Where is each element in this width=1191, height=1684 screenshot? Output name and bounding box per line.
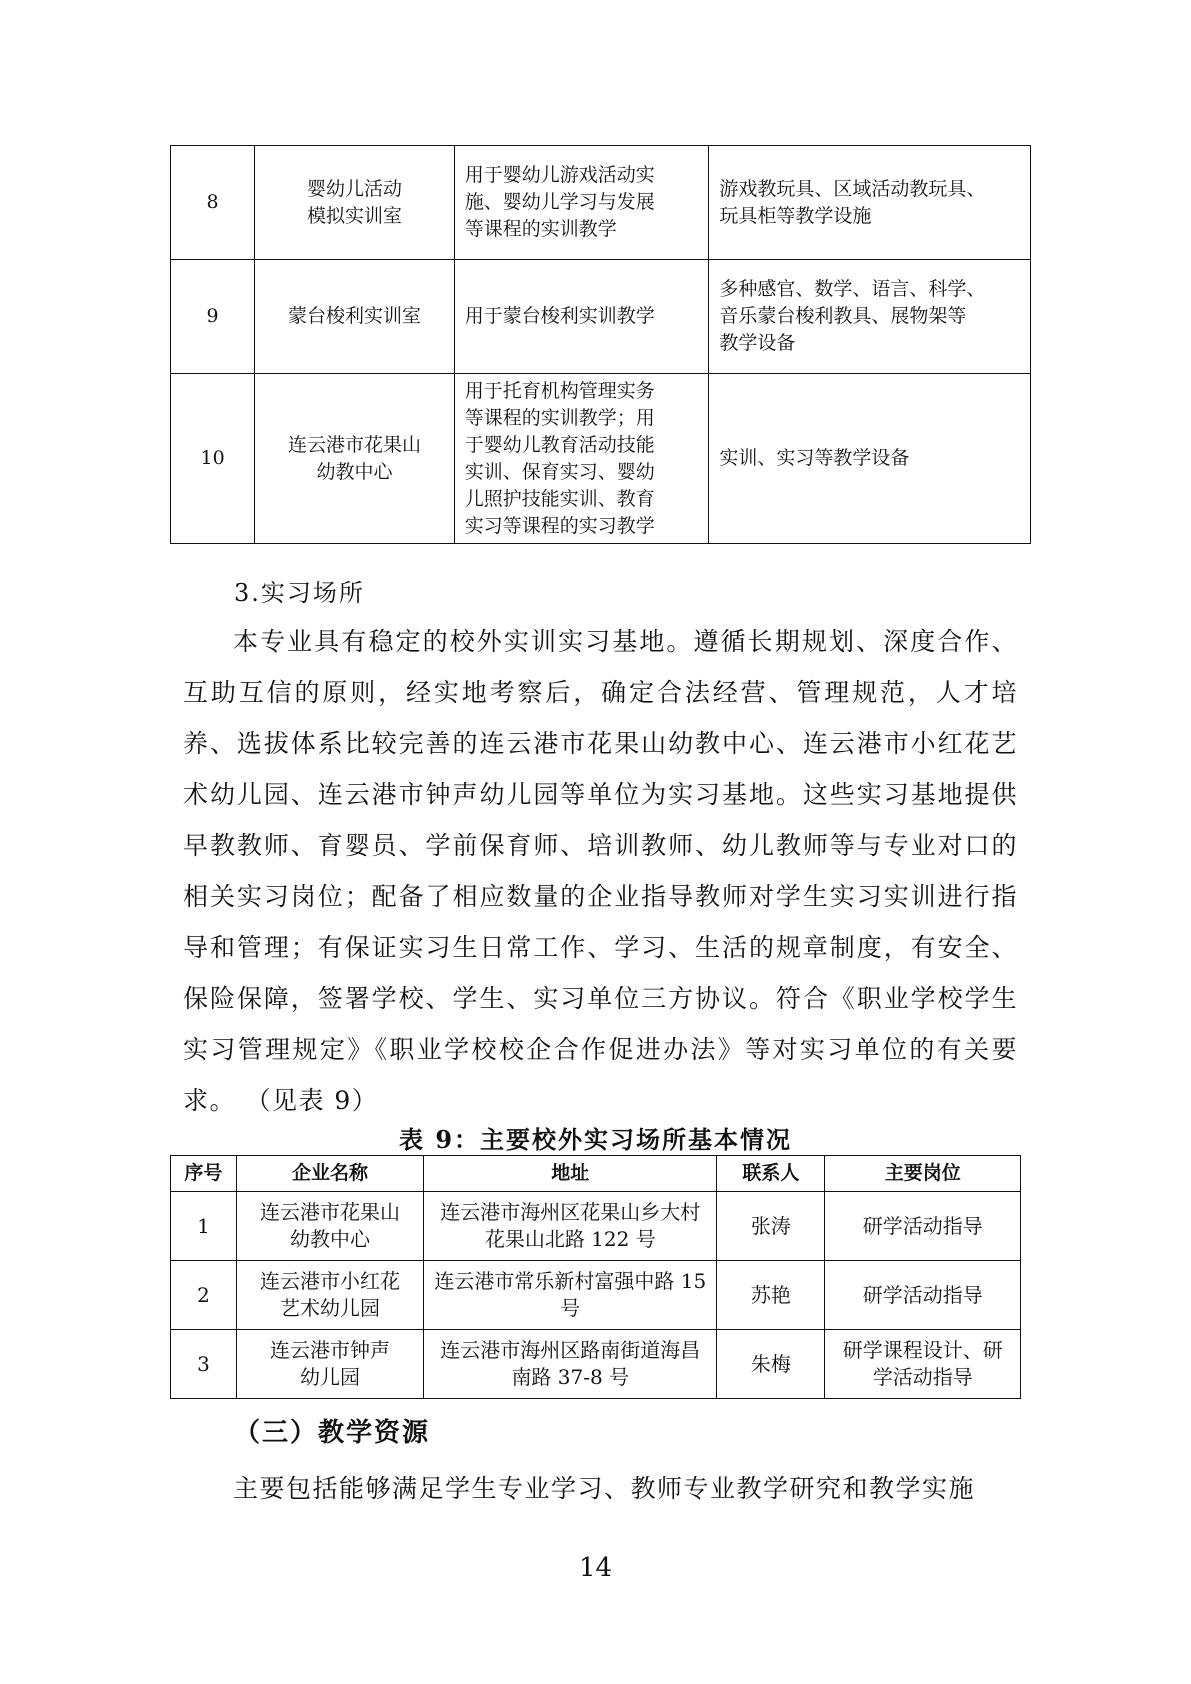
- main-post: 研学活动指导: [825, 1261, 1021, 1330]
- room-use: 用于婴幼儿游戏活动实 施、婴幼儿学习与发展 等课程的实训教学: [454, 146, 709, 260]
- table-row: [171, 374, 1031, 544]
- column-header: 序号: [171, 1156, 237, 1192]
- main-post: 研学课程设计、研 学活动指导: [825, 1330, 1021, 1399]
- column-header: 地址: [424, 1156, 717, 1192]
- row-number: 9: [171, 260, 255, 374]
- training-room-table: [170, 145, 1031, 544]
- row-number: 1: [171, 1192, 237, 1261]
- address: 连云港市海州区路南街道海昌 南路 37-8 号: [424, 1330, 717, 1399]
- column-header: 主要岗位: [825, 1156, 1021, 1192]
- column-header: 企业名称: [236, 1156, 423, 1192]
- body-paragraph: 本专业具有稳定的校外实训实习基地。遵循长期规划、深度合作、互助互信的原则，经实地考察后，确定合法经营、管理规范，人才培养、选拔体系比较完善的连云港市花果山幼教中心、连云港市小红花艺术幼儿园、连云港市钟声幼儿园等单位为实习基地。这些实习基地提供早教教师、育婴员、学前保育师、培训教师、幼儿教师等与专业对口的相关实习岗位；配备了相应数量的企业指导教师对学生实习实训进行指导和管理；有保证实习生日常工作、学习、生活的规章制度，有安全、保险保障，签署学校、学生、实习单位三方协议。符合《职业学校学生实习管理规定》《职业学校校企合作促进办法》等对实习单位的有关要求。 （见表 9）: [183, 627, 1018, 1115]
- table-row: [171, 1261, 1021, 1330]
- room-equipment: 实训、实习等教学设备: [709, 374, 1031, 544]
- company-name: 连云港市小红花 艺术幼儿园: [236, 1261, 423, 1330]
- table-row: [171, 1192, 1021, 1261]
- internship-site-table: [170, 1155, 1021, 1399]
- row-number: 2: [171, 1261, 237, 1330]
- table-row: [171, 146, 1031, 260]
- company-name: 连云港市钟声 幼儿园: [236, 1330, 423, 1399]
- contact: 苏艳: [717, 1261, 825, 1330]
- section-heading: （三）教学资源: [234, 1418, 431, 1448]
- row-number: 3: [171, 1330, 237, 1399]
- table-row: [171, 1330, 1021, 1399]
- body-paragraph-continued: 主要包括能够满足学生专业学习、教师专业教学研究和教学实施: [233, 1474, 976, 1503]
- room-equipment: 游戏教玩具、区域活动教玩具、 玩具柜等教学设施: [709, 146, 1031, 260]
- main-post: 研学活动指导: [825, 1192, 1021, 1261]
- page-number: 14: [578, 1553, 613, 1583]
- row-number: 8: [171, 146, 255, 260]
- address: 连云港市常乐新村富强中路 15 号: [424, 1261, 717, 1330]
- contact: 朱梅: [717, 1330, 825, 1399]
- contact: 张涛: [717, 1192, 825, 1261]
- room-name: 连云港市花果山 幼教中心: [255, 374, 455, 544]
- room-equipment: 多种感官、数学、语言、科学、 音乐蒙台梭利教具、展物架等 教学设备: [709, 260, 1031, 374]
- column-header: 联系人: [717, 1156, 825, 1192]
- room-use: 用于托育机构管理实务 等课程的实训教学；用 于婴幼儿教育活动技能 实训、保育实习、婴幼 儿照护技能实训、教育 实习等课程的实习教学: [454, 374, 709, 544]
- company-name: 连云港市花果山 幼教中心: [236, 1192, 423, 1261]
- table-caption: 表 9：主要校外实习场所基本情况: [398, 1125, 793, 1154]
- room-use: 用于蒙台梭利实训教学: [454, 260, 709, 374]
- room-name: 婴幼儿活动 模拟实训室: [255, 146, 455, 260]
- room-name: 蒙台梭利实训室: [255, 260, 455, 374]
- section-label: 3.实习场所: [234, 579, 365, 607]
- address: 连云港市海州区花果山乡大村 花果山北路 122 号: [424, 1192, 717, 1261]
- table-row: [171, 260, 1031, 374]
- row-number: 10: [171, 374, 255, 544]
- table-header-row: [171, 1156, 1021, 1192]
